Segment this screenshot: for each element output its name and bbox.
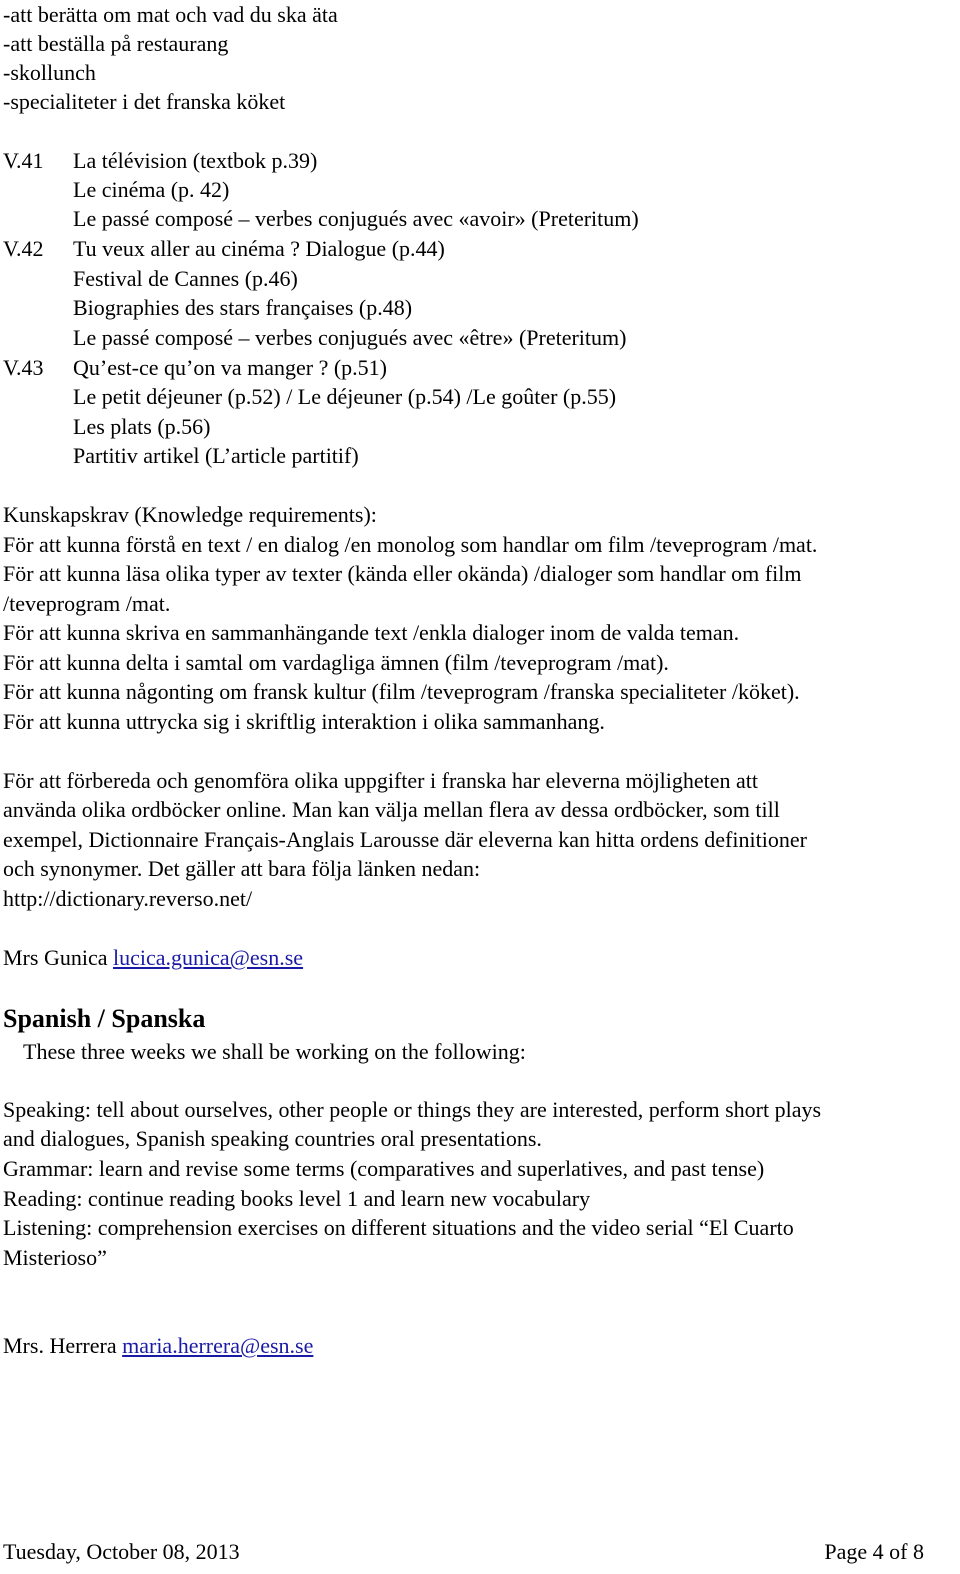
topic-line: -skollunch — [3, 60, 96, 85]
spanish-line: Misterioso” — [3, 1245, 107, 1270]
week-item: Festival de Cannes (p.46) — [73, 266, 298, 291]
week-item: Tu veux aller au cinéma ? Dialogue (p.44) — [73, 236, 445, 261]
requirement-line: /teveprogram /mat. — [3, 591, 171, 616]
requirement-line: För att kunna någonting om fransk kultur (film /teveprogram /franska specialiteter /köket). — [3, 679, 800, 704]
week-item: La télévision (textbok p.39) — [73, 148, 318, 173]
week-item: Le passé composé – verbes conjugués avec «être» (Preteritum) — [73, 325, 627, 350]
teacher-contact — [3, 1331, 313, 1360]
dictionary-line: exempel, Dictionnaire Français-Anglais Larousse där eleverna kan hitta ordens definitioner — [3, 827, 807, 852]
topic-line: -att beställa på restaurang — [3, 31, 229, 56]
teacher-contact — [3, 943, 303, 972]
teacher-email-link[interactable]: maria.herrera@esn.se — [122, 1333, 314, 1358]
week-label: V.41 — [3, 148, 44, 173]
dictionary-line: För att förbereda och genomföra olika uppgifter i franska har eleverna möjligheten att — [3, 768, 759, 793]
requirement-line: För att kunna uttrycka sig i skriftlig interaktion i olika sammanhang. — [3, 709, 605, 734]
dictionary-url: http://dictionary.reverso.net/ — [3, 886, 253, 911]
teacher-name: Mrs Gunica — [3, 945, 108, 970]
teacher-email-link[interactable]: lucica.gunica@esn.se — [112, 945, 304, 970]
requirement-line: För att kunna läsa olika typer av texter (kända eller okända) /dialoger som handlar om film — [3, 561, 802, 586]
topic-line: -att berätta om mat och vad du ska äta — [3, 2, 338, 27]
dictionary-line: använda olika ordböcker online. Man kan välja mellan flera av dessa ordböcker, som till — [3, 797, 780, 822]
week-label: V.43 — [3, 355, 44, 380]
requirements-heading: Kunskapskrav (Knowledge requirements): — [3, 502, 377, 527]
spanish-intro: These three weeks we shall be working on the following: — [23, 1039, 526, 1064]
week-item: Le cinéma (p. 42) — [73, 177, 230, 202]
dictionary-line: och synonymer. Det gäller att bara följa länken nedan: — [3, 856, 481, 881]
spanish-line: Speaking: tell about ourselves, other people or things they are interested, perform short plays — [3, 1097, 822, 1122]
teacher-name: Mrs. Herrera — [3, 1333, 117, 1358]
week-item: Les plats (p.56) — [73, 414, 211, 439]
spanish-line: and dialogues, Spanish speaking countries oral presentations. — [3, 1126, 542, 1151]
week-item: Partitiv artikel (L’article partitif) — [73, 443, 359, 468]
requirement-line: För att kunna delta i samtal om vardagliga ämnen (film /teveprogram /mat). — [3, 650, 669, 675]
week-item: Qu’est-ce qu’on va manger ? (p.51) — [73, 355, 387, 380]
requirement-line: För att kunna förstå en text / en dialog /en monolog som handlar om film /teveprogram /mat. — [3, 532, 818, 557]
spanish-line: Listening: comprehension exercises on different situations and the video serial “El Cuarto — [3, 1215, 794, 1240]
week-item: Biographies des stars françaises (p.48) — [73, 295, 413, 320]
topic-line: -specialiteter i det franska köket — [3, 89, 286, 114]
week-item: Le passé composé – verbes conjugués avec «avoir» (Preteritum) — [73, 206, 639, 231]
section-heading: Spanish / Spanska — [3, 1004, 206, 1033]
footer-date: Tuesday, October 08, 2013 — [3, 1539, 240, 1564]
spanish-line: Grammar: learn and revise some terms (comparatives and superlatives, and past tense) — [3, 1156, 765, 1181]
week-item: Le petit déjeuner (p.52) / Le déjeuner (p.54) /Le goûter (p.55) — [73, 384, 617, 409]
requirement-line: För att kunna skriva en sammanhängande text /enkla dialoger inom de valda teman. — [3, 620, 740, 645]
week-label: V.42 — [3, 236, 44, 261]
footer-page-number: Page 4 of 8 — [824, 1539, 924, 1564]
spanish-line: Reading: continue reading books level 1 and learn new vocabulary — [3, 1186, 591, 1211]
